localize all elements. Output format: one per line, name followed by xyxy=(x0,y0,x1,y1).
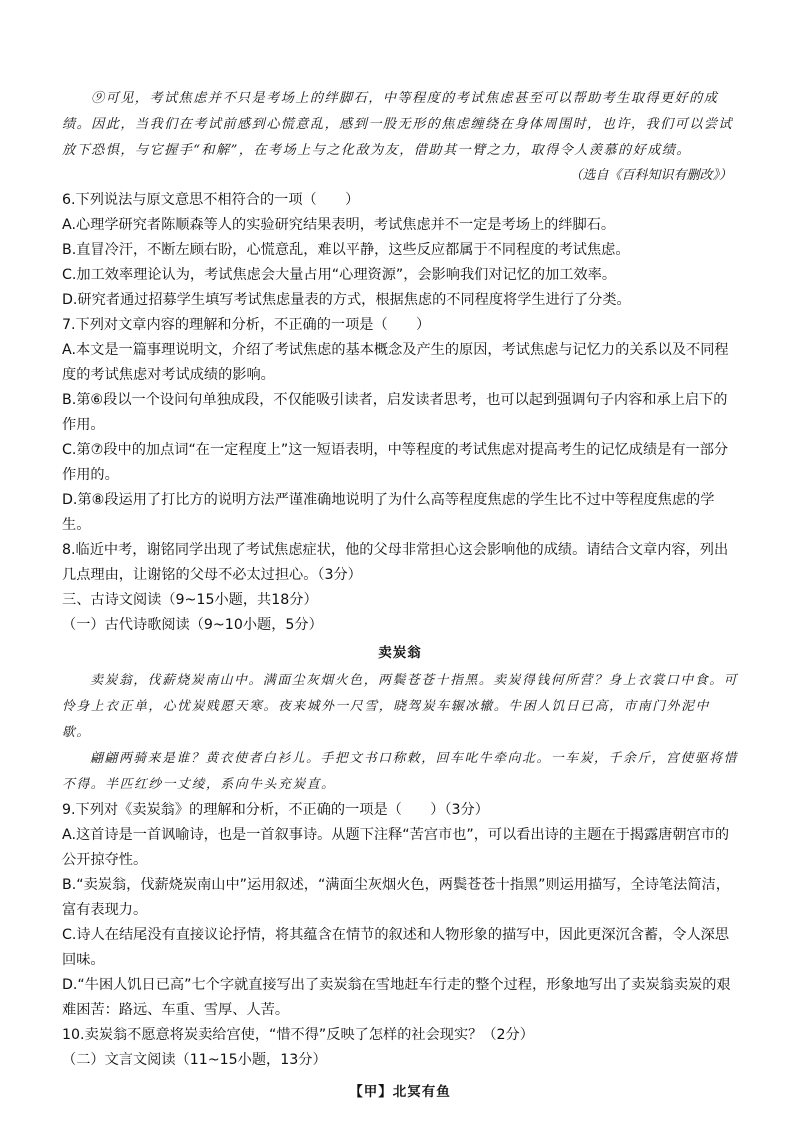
question-9-option-b: B.“卖炭翁，伐薪烧炭南山中”运用叙述，“满面尘灰烟火色，两鬓苍苍十指黑”则运用描写，全诗笔法简洁，富有表现力。 xyxy=(62,877,730,918)
question-10-stem: 10.卖炭翁不愿意将炭卖给宫使，“惜不得”反映了怎样的社会现实？（2分） xyxy=(62,1027,534,1043)
exam-page xyxy=(62,86,738,1107)
question-6 xyxy=(62,188,738,313)
section-3-sub2-heading: （二）文言文阅读（11~15小题，13分） xyxy=(62,1052,327,1068)
question-6-option-b: B.直冒冷汗，不断左顾右盼，心慌意乱，难以平静，这些反应都属于不同程度的考试焦虑。 xyxy=(62,242,630,258)
question-9-option-a: A.这首诗是一首讽喻诗，也是一首叙事诗。从题下注释“苦宫市也”，可以看出诗的主题在于揭露唐朝宫市的公开掠夺性。 xyxy=(62,827,730,868)
question-6-option-c: C.加工效率理论认为，考试焦虑会大量占用“心理资源”，会影响我们对记忆的加工效率。 xyxy=(62,267,617,283)
question-9-option-c: C.诗人在结尾没有直接议论抒情，将其蕴含在情节的叙述和人物形象的描写中，因此更深沉含蓄，令人深思回味。 xyxy=(62,927,730,968)
classical-text-title: 【甲】北冥有鱼 xyxy=(349,1084,451,1100)
question-10 xyxy=(62,1023,738,1048)
question-9-option-d: D.“牛困人饥日已高”七个字就直接写出了卖炭翁在雪地赶车行走的整个过程，形象地写出了卖炭翁卖炭的艰难困苦：路远、车重、雪厚、人苦。 xyxy=(62,977,731,1018)
question-8-stem: 8.临近中考，谢铭同学出现了考试焦虑症状，他的父母非常担心这会影响他的成绩。请结合文章内容，列出几点理由，让谢铭的父母不必太过担心。（3分） xyxy=(62,542,729,583)
section-3-heading: 三、古诗文阅读（9~15小题，共18分） xyxy=(62,592,318,608)
question-6-option-d: D.研究者通过招募学生填写考试焦虑量表的方式，根据焦虑的不同程度将学生进行了分类。 xyxy=(62,292,631,308)
question-7-option-a: A.本文是一篇事理说明文，介绍了考试焦虑的基本概念及产生的原因，考试焦虑与记忆力的关系以及不同程度的考试焦虑对考试成绩的影响。 xyxy=(62,342,729,383)
question-6-stem: 6.下列说法与原文意思不相符合的一项（ ） xyxy=(62,192,360,208)
poem-paragraph-2: 翩翩两骑来是谁？黄衣使者白衫儿。手把文书口称敕，回车叱牛牵向北。一车炭，千余斤，宫使驱将惜不得。半匹红纱一丈绫，系向牛头充炭直。 xyxy=(62,751,739,792)
question-7-option-c: C.第⑦段中的加点词“在一定程度上”这一短语表明，中等程度的考试焦虑对提高考生的记忆成绩是有一部分作用的。 xyxy=(62,442,729,483)
question-7-option-b: B.第⑥段以一个设问句单独成段，不仅能吸引读者，启发读者思考，也可以起到强调句子内容和承上启下的作用。 xyxy=(62,392,728,433)
passage-paragraph-9: ⑨可见，考试焦虑并不只是考场上的绊脚石，中等程度的考试焦虑甚至可以帮助考生取得更好的成绩。因此，当我们在考试前感到心慌意乱，感到一股无形的焦虑缠绕在身体周围时，也许，我们可以尝试放下恐惧，与它握手“和解”，在考场上与之化敌为友，借助其一臂之力，取得令人羡慕的好成绩。 xyxy=(62,91,734,158)
question-7 xyxy=(62,313,738,538)
passage-source: （选自《百科知识有删改》） xyxy=(569,168,732,183)
question-9-stem: 9.下列对《卖炭翁》的理解和分析，不正确的一项是（ ）（3分） xyxy=(62,802,489,818)
question-6-option-a: A.心理学研究者陈顺森等人的实验研究结果表明，考试焦虑并不一定是考场上的绊脚石。 xyxy=(62,217,616,233)
question-9 xyxy=(62,798,738,1023)
question-7-option-d: D.第⑧段运用了打比方的说明方法严谨准确地说明了为什么高等程度焦虑的学生比不过中等程度焦虑的学生。 xyxy=(62,492,715,533)
poem-title: 卖炭翁 xyxy=(378,645,422,661)
section-3-sub1-heading: （一）古代诗歌阅读（9~10小题，5分） xyxy=(62,617,323,633)
question-8 xyxy=(62,538,738,588)
poem-paragraph-1: 卖炭翁，伐薪烧炭南山中。满面尘灰烟火色，两鬓苍苍十指黑。卖炭得钱何所营？身上衣裳口中食。可怜身上衣正单，心忧炭贱愿天寒。夜来城外一尺雪，晓驾炭车辗冰辙。牛困人饥日已高，市南门外泥中歇。 xyxy=(62,673,739,740)
question-7-stem: 7.下列对文章内容的理解和分析，不正确的一项是（ ） xyxy=(62,317,431,333)
